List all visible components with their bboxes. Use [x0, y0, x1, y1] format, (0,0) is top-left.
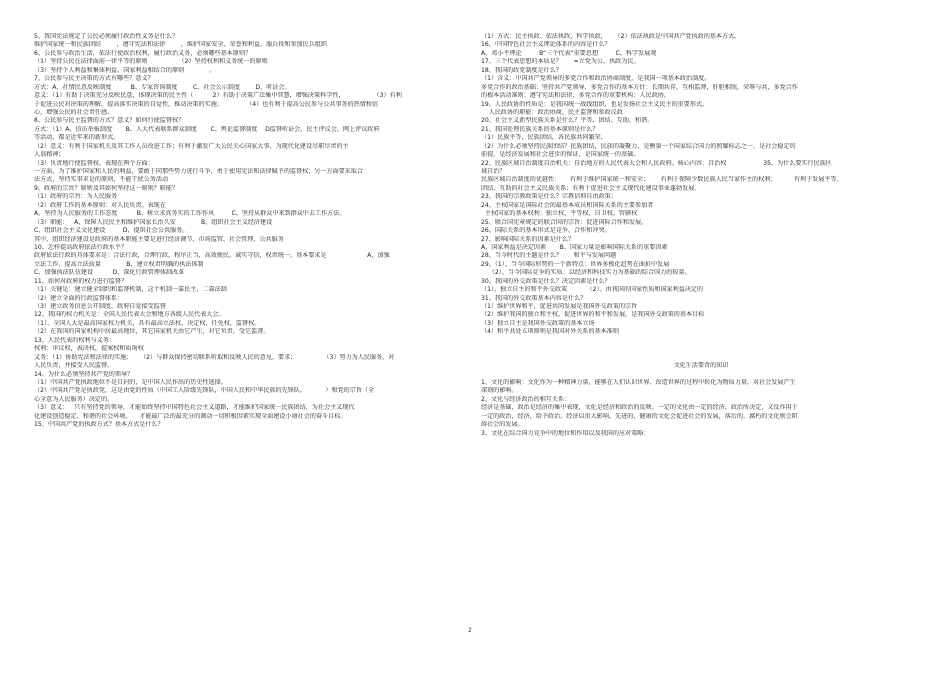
text-line: 一定的政治，经济，给予政治、经济以重大影响。先进的、健康的文化会促进社会的发展，落后的，腐朽的文化则会阻 — [481, 412, 798, 420]
text-line: （1）、全国人大是最高国家权力机关，具有最高立法权，决定权，任免权，监督权。 — [34, 319, 261, 327]
text-line: 人民负责，并接受人民监督。 — [34, 362, 114, 370]
text-line: 深刻的影响。 — [481, 387, 518, 395]
text-line: 22、民族区域自治制度自治机关：自治地方的人民代表大会和人民政府。核心内容：自治权 35、为什么要实行民族区 — [481, 159, 832, 167]
text-line: C、加强执法队伍建设 D、深化行政管理体制改革 — [34, 269, 185, 277]
text-line: 2、文化与经济政治的相互关系： — [481, 395, 571, 403]
text-line: 民族区域自治制度的优越性： 有利于维护国家统一和安全； 有利于保障少数民族人民当家作主的权利； 有利于发展平等、 — [481, 176, 843, 184]
text-line: 11、如何对政府的权力进行监督？ — [34, 277, 128, 285]
text-line: 15、中国共产党的执政方式？基本方式是什么？ — [34, 421, 164, 429]
text-line: 8、公民参与民主监督的方式？意义？如何行使监督权？ — [34, 117, 185, 125]
text-line: （3）负责地行使监督权。表现在两个方面： — [34, 159, 154, 167]
text-line: 19、人民政协的性质是：是我国统一战线组织，也是发扬社会主义民主的重要形式。 — [481, 100, 709, 108]
text-line: （3）建立政务信息公开制度，政府自觉接受监督 — [34, 303, 166, 310]
text-line — [481, 345, 921, 353]
text-line: 16、中国特色社会主义理论体系的内容是什么？ — [481, 41, 611, 49]
text-line: 28、当今时代的主题是什么？ 和平与发展问题 — [481, 252, 617, 260]
text-line: （1）、独立自主的和平外交政策 （2）、由我国的国家性质和国家利益决定的 — [481, 286, 704, 294]
text-line: 10、怎样提高政府依法行政水平？ — [34, 243, 128, 251]
text-line: 多党合作的政治基础：坚持共产党领导，多党合作的基本方针：长期共存，互相监督，肝胆相照，荣辱与共，多党合作 — [481, 83, 798, 91]
text-line: （2）政府工作的基本原则：对人民负责。表现在 — [34, 201, 166, 209]
text-line: （3）职能： A、保障人民民主和维护国家长治久安 B、组织社会主义经济建设 — [34, 218, 273, 226]
text-line: 文化生活要背的知识 — [673, 362, 729, 370]
text-line: 31、我国的外交政策基本内容是什么？ — [481, 294, 587, 302]
text-line: 权利：审议权，表决权，提案权和质询权 — [34, 345, 144, 353]
text-line: 政府依法行政的具体要求是：合法行政，合理行政，程序正当，高效便民，诚实守信，权责统一。基本要求是 A、加强 — [34, 252, 390, 260]
text-line: 27、影响国际关系的因素是什么？ — [481, 235, 575, 243]
text-line: 20、社会主义新型民族关系是什么？平等、团结、互助、和谐。 — [481, 117, 654, 125]
text-line: （1）方式：民主执政、依法执政，科学执政， （2）依法执政是中国共产党执政的基本方式。 — [481, 33, 741, 40]
text-line: 12、我国的权力机关是：全国人民代表大会和地方各级人民代表大会。 — [34, 311, 225, 319]
text-line: 于促进公民对决策的理解，提高落实决策的自觉性，推动决策的实施； （4）也有利于提高公民参与公共事务的热情和信 — [34, 100, 378, 108]
text-line: A、国家利益是决定因素 B、国家力量是影响国际关系的重要因素 — [481, 243, 668, 251]
text-line: 24、主权国家是国际社会的最基本成员和国际关系的主要参加者 — [481, 201, 654, 209]
text-line: 法方式，坚持实事求是的原则，不能干扰公务活动 — [34, 176, 169, 184]
text-line: 心，增强公民的社会责任感。 — [34, 108, 114, 116]
text-line: 义务：（1）协助宪法和法律的实施； （2）与群众保持密切联系听取和反映人民的意见、要求； （3）努力为人民服务，对 — [34, 353, 395, 361]
text-line: （3）意义： 只有坚持党的领导，才能始终坚持中国特色社会主义道路，才能维护国家统一民族团结，为社会主义现代 — [34, 404, 355, 412]
text-line: （1）关键是：建立健全制约和监督机制，这个机制一靠民主，二靠法制 — [34, 286, 227, 294]
text-line: （2）建立全面的行政监督体系： — [34, 294, 124, 302]
text-line: 的根本活动准则：遵守宪法和法律，多党合作的重要机构：人民政协。 — [481, 92, 670, 100]
text-line: 13、人民代表的权利与义务： — [34, 336, 115, 344]
text-line: （1）中国共产党执政地位不是自封的，是中国人民作出的历史性选择。 — [34, 378, 227, 386]
text-line: 30、我国的外交政策是什么？决定因素是什么？ — [481, 277, 611, 285]
text-line: A、坚持为人民服务的工作态度 B、树立求真务实的工作作风 C、坚持从群众中来到群众中去工作方法。 — [34, 210, 346, 218]
left-column — [34, 33, 474, 430]
text-line: 经济是基础，政治是经济的集中表现，文化是经济和政治的反映。一定的文化由一定的经济、政治所决定，又反作用于 — [481, 404, 798, 412]
text-line — [481, 354, 921, 362]
text-line: （2）意义：有利于国家机关及其工作人员改进工作；有利于激发广大公民关心国家大事，为现代化建设尽职尽责的主 — [34, 142, 349, 150]
page-number: 2 — [468, 627, 472, 634]
text-line: 碍社会的发展。 — [481, 421, 524, 429]
text-line: 25、联合国宪章规定的联合国的宗旨：促进国际合作和发展。 — [481, 218, 648, 226]
text-line: （4）和平共处五项原则是我国对外关系的基本准则 — [481, 328, 619, 336]
text-line — [481, 337, 921, 345]
text-line: 域自治？ — [481, 168, 506, 175]
text-line: 方式：A、社情民意反映制度 B、专家咨询制度 C、社会公示制度 D、听证会。 — [34, 83, 291, 91]
text-line: （1）含义：中国共产党领导的多党合作和政治协商制度，是我国一项基本政治制度。 — [481, 75, 711, 83]
text-line: 23、我国的宗教政策是什么？宗教信仰自由政策； — [481, 193, 617, 201]
text-line: 心全意为人民服务）决定的。 — [34, 395, 114, 403]
text-line: C、组织社会主义文化建设 D、提供社会公共服务。 — [34, 227, 189, 235]
text-line: （2）为什么必须坚持民族团结？民族团结，民族的凝聚力，是衡量一个国家综合国力的照耀标志之一，是社会稳定的 — [481, 142, 796, 150]
text-line: 18、我国的政党制度是什么？ — [481, 66, 562, 74]
text-line: 21、我国处理民族关系的基本原则是什么？ — [481, 125, 599, 133]
text-line: 6、公民参与政治生活，依法行使政治权利，履行政治义务，必须哪些基本原则？ — [34, 49, 252, 57]
text-line: （3）独立自主是我国外交政策的基本立场 — [481, 319, 595, 327]
right-column — [481, 33, 921, 438]
text-line: 团结、互助的社会主义民族关系；有利于促进社会主义现代化建设事业蓬勃发展。 — [481, 184, 701, 192]
text-line: A、邓小平理论 B“三个代表”重要思想 C、科学发展观 — [481, 49, 657, 57]
text-line: 1、文化的影响：文化作为一种精神力量，能够在人们认识世界、改造世界的过程中转化为物质力量，对社会发展产生 — [481, 378, 796, 386]
text-line: 方式：（1）A、信访举报制度 B、人大代表联系群众制度 C、舆论监督制度 D监督听证会，民主评议会，网上评议政府 — [34, 125, 380, 133]
text-line — [481, 371, 921, 379]
text-line: 一方面，为了维护国家和人民的利益，要敢于同那些势力进行斗争，勇于使用宪法和法律赋予的监督权；另一方面要采取合 — [34, 168, 364, 175]
text-line: 3、文化在综合国力竞争中的地位和作用以及我国的应对策略： — [481, 429, 650, 437]
text-line: 人翁精神； — [34, 151, 65, 159]
text-line: 其中，组织经济建设是政府的基本职能主要是进行经济调节、市场监管、社会管理、公共服务 — [34, 235, 284, 243]
text-line: 人民政协的职能：政治协商，民主监督和参政议政 — [481, 108, 623, 116]
text-line: （2）维护我国的独立和主权，促进世界的和平和发展，是我国外交政策的基本目标 — [481, 311, 705, 319]
text-line: （2）中国共产党是执政党，这是由党的性质（中国工人阶级先锋队，中国人民和中华民族的先锋队。 ）和党的宗旨（全 — [34, 387, 375, 395]
text-line: 5、我国宪法规定了公民必须履行政治性义务是什么？ — [34, 33, 179, 40]
text-line: （3）坚持个人利益和集体利益、国家利益相结合的原则 。 — [34, 66, 216, 74]
text-line: 9、政府的宗旨？原则及其如何坚持这一原则？职能？ — [34, 184, 179, 192]
text-line: 7、公民参与民主决策的方式有哪些？意义？ — [34, 75, 154, 83]
text-line: （1）民族平等，民族团结，各民族共同繁荣。 — [481, 134, 607, 142]
text-line: （1）维护世界和平，促进共同发展是我国外交政策的宗旨 — [481, 303, 638, 310]
text-line: 29、（1）、当今国际形势的一个新特点：世界多极化趋势在曲折中发展 — [481, 260, 670, 268]
text-line: 26、国际关系的基本形式是竞争，合作和冲突。 — [481, 227, 611, 235]
text-line: 意义：（1）有助于决策充分反映民意，体现决策的民主性（ 2）有助于决策广泛集中智慧，增强决策科学性， （3）有利 — [34, 92, 402, 100]
text-line: （1）政府的宗旨：为人民服务 — [34, 193, 118, 201]
text-line: 化建设创造稳定、和谐的社会环境。 才能最广泛的最充分的调动一切积极因素实现全面建设小康社会的奋斗目标。 — [34, 412, 347, 420]
text-line: （2）在我国的国家机构中居最高地位，其它国家机关由它产生，对它负责，受它监督。 — [34, 328, 270, 336]
text-line: 14、为什么必须坚持共产党的领导？ — [34, 370, 134, 378]
text-line: （1）坚持公民在法律面前一律平等的原则 （2）坚持权利和义务统一的原则 — [34, 58, 268, 66]
text-line: （2）、当今国际竞争的实质：以经济和科技实力为基础的综合国力的较量。 — [481, 269, 691, 277]
text-line: 立法工作，提高立法质量 B、建立权责明确的执法体制 — [34, 260, 204, 268]
text-line: 等活动，都是近年来的新形式。 — [34, 134, 120, 142]
text-line: 前提，是经济发展和社会进步的保证，是国家统一的基础。 — [481, 151, 640, 159]
text-line: 维护国家统一和民族团结 ，遵守宪法和法律 ，维护国家安全、荣誉和利益，服兵役和参加民兵组织 — [34, 41, 328, 49]
text-line: 17、三个代表思想的本质是？ =立党为公，执政为民。 — [481, 58, 640, 66]
text-line: 主权国家的基本权利：独立权、平等权、自卫权，管辖权 — [481, 210, 638, 218]
